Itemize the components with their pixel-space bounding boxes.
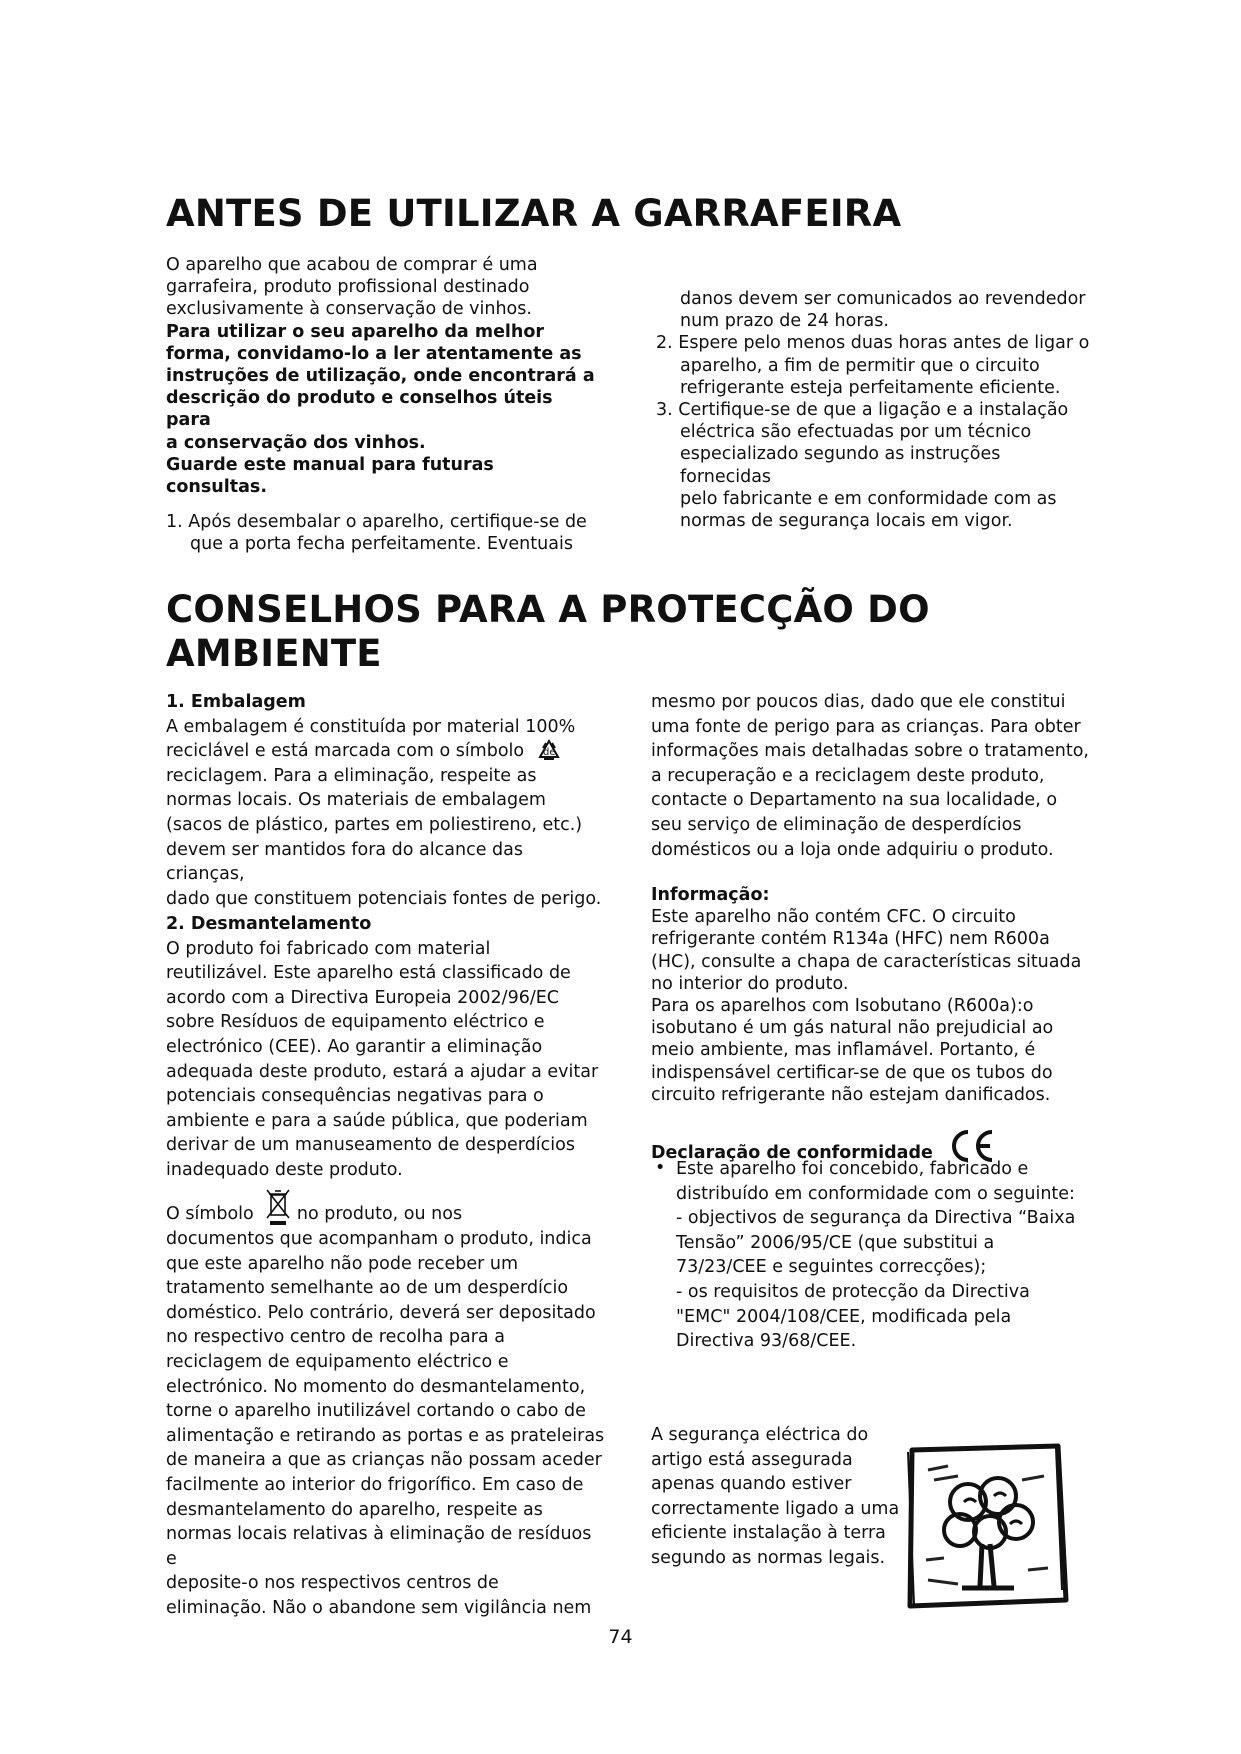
- informacao-line: (HC), consulte a chapa de características situada: [651, 951, 1082, 972]
- intro-bold-line: Guarde este manual para futuras consultas.: [166, 454, 494, 498]
- intro-line: garrafeira, produto profissional destinado: [166, 277, 530, 298]
- symbol-line: deposite-o nos respectivos centros de: [166, 1573, 499, 1594]
- intro-line: exclusivamente à conservação de vinhos.: [166, 299, 532, 320]
- conformidade-line: distribuído em conformidade com o seguinte:: [676, 1183, 1075, 1204]
- desmantelamento-line: ambiente e para a saúde pública, que poderiam: [166, 1110, 588, 1131]
- bullet-dot: •: [655, 1158, 666, 1178]
- step-3-line: eléctrica são efectuadas por um técnico: [680, 422, 1032, 443]
- desmantelamento-line: electrónico (CEE). Ao garantir a eliminação: [166, 1036, 543, 1057]
- desmantelamento-line: O produto foi fabricado com material: [166, 938, 491, 959]
- informacao-line: no interior do produto.: [651, 973, 849, 994]
- step-3-line: pelo fabricante e em conformidade com as: [680, 488, 1057, 509]
- seguranca-line: correctamente ligado a uma: [651, 1498, 900, 1519]
- desmantelamento-line: acordo com a Directiva Europeia 2002/96/EC: [166, 987, 560, 1008]
- conformidade-line: Este aparelho foi concebido, fabricado e: [676, 1159, 1029, 1179]
- embalagem-line: reciclável e está marcada com o símbolo: [166, 741, 525, 762]
- continuation-line: a recuperação e a reciclagem deste produto,: [651, 765, 1045, 786]
- intro-block: [166, 254, 596, 498]
- environment-tree-icon: [898, 1440, 1074, 1612]
- desmantelamento-continuation: [651, 690, 1111, 862]
- embalagem-line: dado que constituem potenciais fontes de perigo.: [166, 888, 602, 909]
- informacao-heading: Informação:: [651, 885, 770, 905]
- step-2-line: refrigerante esteja perfeitamente eficiente.: [680, 377, 1061, 398]
- recycle-symbol-icon: [534, 739, 564, 763]
- step-2-line: aparelho, a fim de permitir que o circuito: [680, 355, 1040, 376]
- symbol-line: tratamento semelhante ao de um desperdício: [166, 1278, 569, 1299]
- continuation-line: uma fonte de perigo para as crianças. Para obter: [651, 716, 1081, 737]
- symbol-line: no produto, ou nos: [296, 1204, 463, 1224]
- seguranca-line: eficiente instalação à terra: [651, 1523, 886, 1544]
- intro-bold-line: a conservação dos vinhos.: [166, 432, 426, 453]
- intro-line: O aparelho que acabou de comprar é uma: [166, 255, 538, 275]
- intro-bold-line: Para utilizar o seu aparelho da melhor: [166, 321, 545, 342]
- informacao-line: refrigerante contém R134a (HFC) nem R600a: [651, 929, 1050, 950]
- step-3-line: especializado segundo as instruções fornecidas: [680, 444, 1001, 487]
- seguranca-line: artigo está assegurada: [651, 1449, 853, 1470]
- conformidade-line: Directiva 93/68/CEE.: [676, 1331, 857, 1352]
- embalagem-line: A embalagem é constituída por material 100%: [166, 716, 576, 737]
- symbol-line-with-icon: [166, 1201, 606, 1227]
- conformidade-line: - objectivos de segurança da Directiva “Baixa: [676, 1208, 1076, 1229]
- symbol-line: O símbolo: [166, 1204, 254, 1224]
- symbol-line: eliminação. Não o abandone sem vigilância nem: [166, 1597, 592, 1618]
- embalagem-line: devem ser mantidos fora do alcance das crianças,: [166, 839, 523, 885]
- conformidade-line: - os requisitos de protecção da Directiva: [676, 1281, 1030, 1302]
- symbol-line: que este aparelho não pode receber um: [166, 1253, 519, 1274]
- desmantelamento-line: reutilizável. Este aparelho está classificado de: [166, 963, 571, 984]
- conformidade-line: 73/23/CEE e seguintes correcções);: [676, 1257, 987, 1278]
- intro-bold-line: descrição do produto e conselhos úteis para: [166, 388, 553, 431]
- seguranca-line: A segurança eléctrica do: [651, 1425, 869, 1445]
- page-number: 74: [608, 1626, 633, 1648]
- informacao-line: meio ambiente, mas inflamável. Portanto, é: [651, 1040, 1036, 1061]
- conformidade-bullet: [651, 1157, 1111, 1354]
- embalagem-line-symbol: [166, 739, 606, 764]
- continuation-line: informações mais detalhadas sobre o tratamento,: [651, 741, 1089, 762]
- symbol-paragraph: [166, 1201, 606, 1621]
- intro-bold-line: instruções de utilização, onde encontrará a: [166, 366, 595, 387]
- embalagem-line: (sacos de plástico, partes em poliestireno, etc.): [166, 814, 583, 835]
- desmantelamento-line: inadequado deste produto.: [166, 1159, 403, 1180]
- symbol-line: documentos que acompanham o produto, indica: [166, 1229, 592, 1249]
- continuation-line: contacte o Departamento na sua localidade, o: [651, 790, 1058, 811]
- step-1-cont-line: num prazo de 24 horas.: [680, 311, 889, 332]
- symbol-line: no respectivo centro de recolha para a: [166, 1327, 505, 1348]
- informacao-line: circuito refrigerante não estejam danificados.: [651, 1084, 1051, 1105]
- symbol-line: electrónico. No momento do desmantelamento,: [166, 1376, 586, 1397]
- symbol-line: normas locais relativas à eliminação de resíduos e: [166, 1524, 592, 1569]
- informacao-line: Para os aparelhos com Isobutano (R600a):o: [651, 996, 1034, 1017]
- conformidade-item: [651, 1157, 1111, 1354]
- embalagem-line: reciclagem. Para a eliminação, respeite as: [166, 765, 537, 786]
- svg-text:de: de: [542, 747, 556, 759]
- symbol-line: alimentação e retirando as portas e as prateleiras: [166, 1425, 605, 1446]
- informacao-line: indispensável certificar-se de que os tubos do: [651, 1062, 1053, 1083]
- section-title-conselhos: [166, 588, 930, 676]
- desmantelamento-line: adequada deste produto, estará a ajudar a evitar: [166, 1061, 599, 1082]
- section-title-line: AMBIENTE: [166, 632, 382, 675]
- continuation-line: mesmo por poucos dias, dado que ele constitui: [651, 692, 1066, 712]
- intro-bold-line: forma, convidamo-lo a ler atentamente as: [166, 343, 582, 364]
- desmantelamento-line: potenciais consequências negativas para o: [166, 1086, 544, 1107]
- informacao-block: [651, 884, 1111, 1106]
- symbol-line: torne o aparelho inutilizável cortando o cabo de: [166, 1401, 586, 1422]
- seguranca-line: segundo as normas legais.: [651, 1547, 886, 1568]
- continuation-line: domésticos ou a loja onde adquiriu o produto.: [651, 839, 1054, 860]
- conformidade-heading: Declaração de conformidade: [651, 1142, 933, 1163]
- symbol-line: de maneira a que as crianças não possam aceder: [166, 1450, 602, 1471]
- desmantelamento-heading: 2. Desmantelamento: [166, 914, 372, 934]
- embalagem-line: normas locais. Os materiais de embalagem: [166, 790, 546, 811]
- embalagem-heading: 1. Embalagem: [166, 692, 306, 712]
- section-title-antes: ANTES DE UTILIZAR A GARRAFEIRA: [166, 192, 902, 235]
- step-1: [166, 511, 596, 555]
- step-1-line: que a porta fecha perfeitamente. Eventuais: [190, 534, 573, 555]
- continuation-line: seu serviço de eliminação de desperdícios: [651, 814, 1022, 835]
- step-2-line: 2. Espere pelo menos duas horas antes de ligar o: [656, 333, 1090, 354]
- desmantelamento-line: derivar de um manuseamento de desperdícios: [166, 1135, 575, 1156]
- symbol-line: desmantelamento do aparelho, respeite as: [166, 1499, 543, 1520]
- step-1-line: 1. Após desembalar o aparelho, certifique-se de: [166, 512, 587, 532]
- conformidade-line: "EMC" 2004/108/CEE, modificada pela: [676, 1306, 1012, 1327]
- seguranca-block: [651, 1423, 911, 1571]
- symbol-line: facilmente ao interior do frigorífico. Em caso de: [166, 1474, 584, 1495]
- step-3-line: normas de segurança locais em vigor.: [680, 511, 1013, 532]
- seguranca-line: apenas quando estiver: [651, 1474, 852, 1495]
- crossed-bin-icon: [265, 1187, 291, 1227]
- steps-right-column: [656, 288, 1096, 532]
- symbol-line: reciclagem de equipamento eléctrico e: [166, 1351, 509, 1372]
- embalagem-block: [166, 690, 606, 911]
- desmantelamento-block: [166, 912, 606, 1183]
- step-3-line: 3. Certifique-se de que a ligação e a instalação: [656, 400, 1069, 421]
- step-1-cont-line: danos devem ser comunicados ao revendedor: [680, 289, 1086, 309]
- desmantelamento-line: sobre Resíduos de equipamento eléctrico e: [166, 1012, 545, 1033]
- symbol-line: doméstico. Pelo contrário, deverá ser depositado: [166, 1302, 596, 1323]
- conformidade-line: Tensão” 2006/95/CE (que substitui a: [676, 1232, 995, 1253]
- informacao-line: Este aparelho não contém CFC. O circuito: [651, 907, 1016, 928]
- informacao-line: isobutano é um gás natural não prejudicial ao: [651, 1018, 1054, 1039]
- section-title-line: CONSELHOS PARA A PROTECÇÃO DO: [166, 588, 930, 631]
